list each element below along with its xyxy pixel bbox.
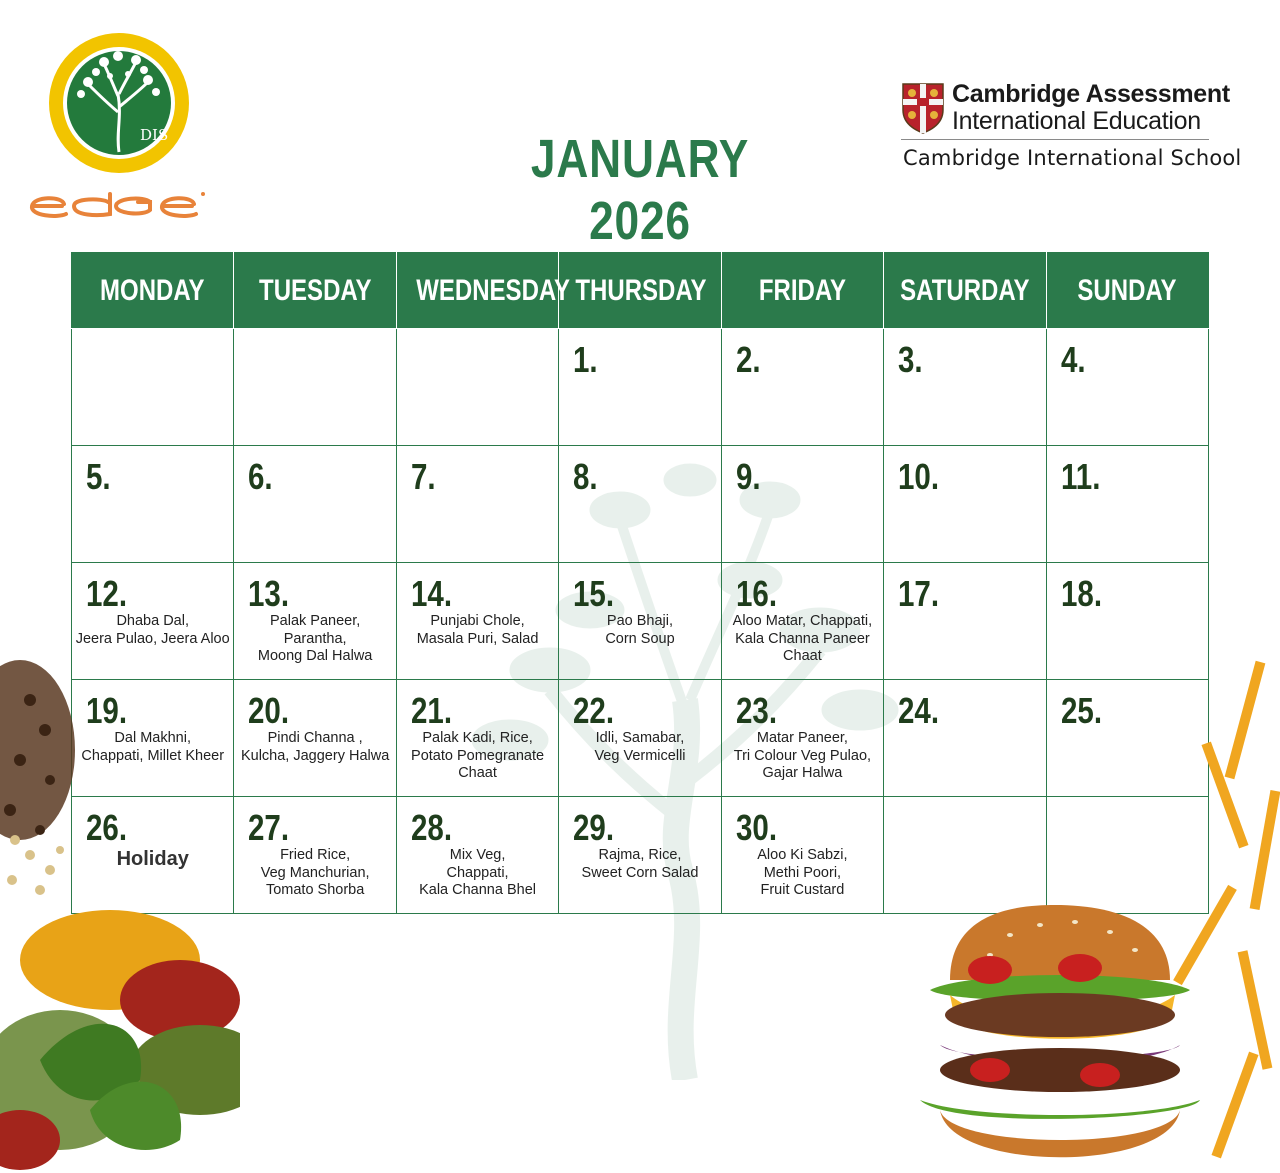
day-number: 12.	[86, 573, 128, 614]
day-menu: Idli, Samabar, Veg Vermicelli	[594, 730, 686, 764]
day-menu: Palak Kadi, Rice, Potato Pomegranate Chaat	[411, 730, 545, 781]
day-number: 5.	[86, 456, 111, 497]
day-number: 1.	[573, 339, 598, 380]
calendar-day-cell	[721, 563, 883, 680]
weekday-header: TUESDAY	[234, 253, 396, 329]
calendar-day-cell	[396, 797, 558, 914]
page-title: JANUARY 2026	[530, 129, 750, 251]
weekday-header: SUNDAY	[1046, 253, 1208, 329]
calendar-day-cell	[559, 563, 721, 680]
calendar-day-cell	[559, 680, 721, 797]
day-number: 26.	[86, 807, 128, 848]
weekday-header: MONDAY	[72, 253, 234, 329]
day-menu: Rajma, Rice, Sweet Corn Salad	[581, 847, 699, 881]
calendar-day-cell	[721, 329, 883, 446]
day-number: 4.	[1060, 339, 1086, 380]
calendar-day-cell	[396, 446, 558, 563]
day-menu: Matar Paneer, Tri Colour Veg Pulao, Gajar Halwa	[733, 730, 872, 781]
day-number: 29.	[573, 807, 615, 848]
calendar-day-cell	[559, 797, 721, 914]
calendar-day-cell	[72, 329, 234, 446]
calendar-day-cell	[1046, 329, 1208, 446]
weekday-header-row	[72, 253, 1209, 329]
international-education-text: International Education	[952, 107, 1201, 135]
day-number: 9.	[735, 456, 761, 497]
day-number: 10.	[898, 456, 940, 497]
calendar-day-cell	[396, 680, 558, 797]
day-menu: Pao Bhaji, Corn Soup	[605, 613, 675, 647]
calendar-day-cell	[234, 446, 396, 563]
weekday-header: THURSDAY	[559, 253, 721, 329]
day-number: 21.	[410, 690, 452, 731]
calendar-day-cell	[396, 329, 558, 446]
day-menu: Aloo Ki Sabzi, Methi Poori, Fruit Custard	[757, 847, 848, 898]
day-number: 20.	[248, 690, 290, 731]
calendar-day-cell	[721, 680, 883, 797]
day-number: 17.	[898, 573, 940, 614]
calendar-day-cell	[559, 446, 721, 563]
day-number: 3.	[898, 339, 923, 380]
day-menu: Fried Rice, Veg Manchurian, Tomato Shorba	[260, 847, 370, 898]
calendar-day-cell	[1046, 446, 1208, 563]
cambridge-divider	[901, 139, 1209, 140]
calendar-day-cell	[884, 329, 1046, 446]
spices-decoration	[0, 640, 240, 1173]
day-number: 15.	[573, 573, 615, 614]
day-number: 22.	[573, 690, 615, 731]
calendar-day-cell	[234, 797, 396, 914]
day-menu: Mix Veg, Chappati, Kala Channa Bhel	[419, 847, 536, 898]
calendar-week-row	[72, 329, 1209, 446]
day-menu: Palak Paneer, Parantha, Moong Dal Halwa	[257, 613, 373, 664]
edge-logo	[28, 190, 210, 222]
day-number: 11.	[1060, 456, 1100, 497]
cambridge-crest-icon	[901, 82, 945, 134]
dis-text: DIS	[140, 126, 169, 144]
calendar-week-row	[72, 446, 1209, 563]
calendar-day-cell	[72, 446, 234, 563]
burger-decoration	[870, 650, 1280, 1173]
day-menu: Punjabi Chole, Masala Puri, Salad	[416, 613, 539, 647]
cambridge-school-text: Cambridge International School	[903, 146, 1242, 170]
weekday-header: FRIDAY	[721, 253, 883, 329]
weekday-header: SATURDAY	[884, 253, 1046, 329]
calendar-day-cell	[721, 797, 883, 914]
cambridge-assessment-text: Cambridge Assessment	[952, 80, 1230, 108]
day-number: 28.	[410, 807, 452, 848]
day-number: 6.	[248, 456, 274, 497]
day-menu: Dal Makhni, Chappati, Millet Kheer	[81, 730, 225, 764]
day-number: 2.	[735, 339, 761, 380]
day-number: 23.	[735, 690, 777, 731]
dis-tree-logo	[48, 32, 190, 174]
day-number: 18.	[1060, 573, 1102, 614]
calendar-day-cell	[234, 680, 396, 797]
day-menu: Dhaba Dal, Jeera Pulao, Jeera Aloo	[75, 613, 230, 647]
calendar-day-cell	[559, 329, 721, 446]
day-number: 13.	[248, 573, 290, 614]
day-menu: Pindi Channa , Kulcha, Jaggery Halwa	[240, 730, 390, 764]
day-number: 16.	[735, 573, 777, 614]
weekday-header: WEDNESDAY	[396, 253, 558, 329]
day-number: 27.	[248, 807, 290, 848]
holiday-label: Holiday	[116, 848, 189, 870]
calendar-day-cell	[884, 446, 1046, 563]
calendar-day-cell	[234, 563, 396, 680]
day-number: 14.	[410, 573, 452, 614]
day-number: 25.	[1060, 690, 1102, 731]
calendar-day-cell	[234, 329, 396, 446]
day-number: 7.	[410, 456, 436, 497]
day-menu: Aloo Matar, Chappati, Kala Channa Paneer Chaat	[732, 613, 873, 664]
calendar-day-cell	[721, 446, 883, 563]
day-number: 19.	[86, 690, 128, 731]
day-number: 24.	[898, 690, 940, 731]
day-number: 8.	[573, 456, 598, 497]
day-number: 30.	[735, 807, 777, 848]
calendar-day-cell	[396, 563, 558, 680]
